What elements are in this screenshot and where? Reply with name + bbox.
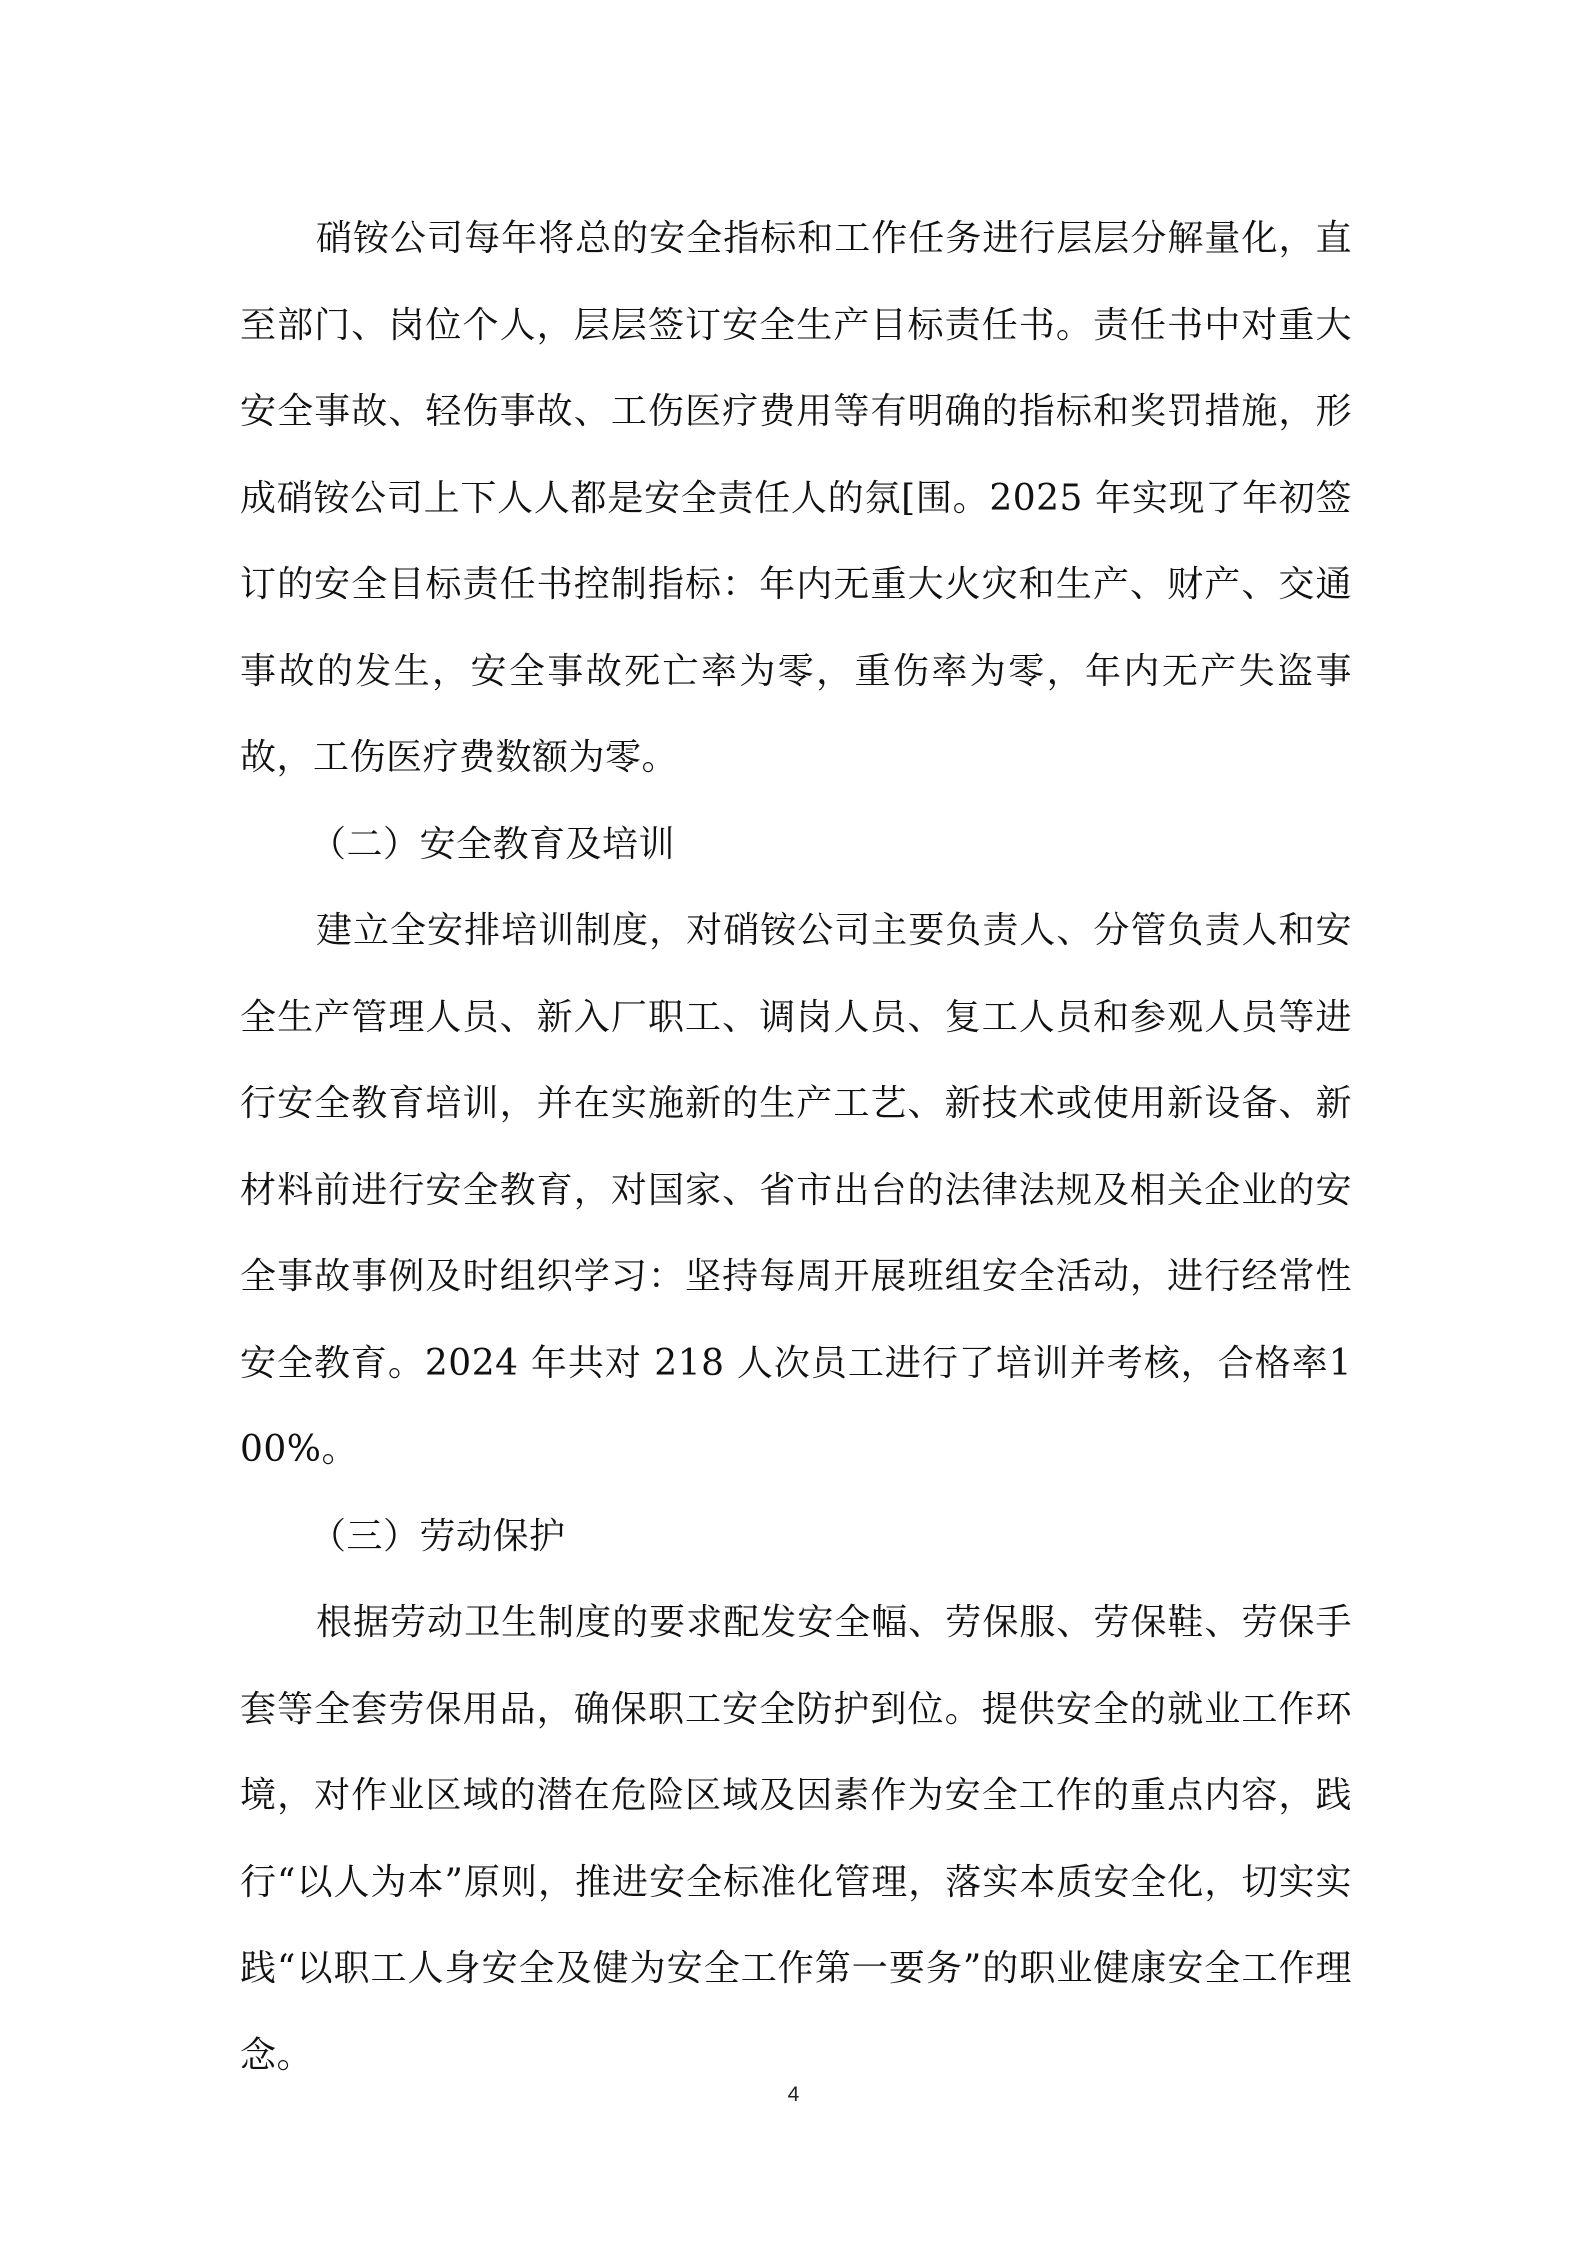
heading-labor-protection: （三）劳动保护 — [310, 1515, 566, 1557]
paragraph-labor-protection: 根据劳动卫生制度的要求配发安全幅、劳保服、劳保鞋、劳保手套等全套劳保用品，确保职工安全防护到位。提供安全的就业工作环境，对作业区域的潜在危险区域及因素作为安全工作的重点内容，践行“以人为本”原则，推进安全标准化管理，落实本质安全化，切实实践“以职工人身安全及健为安全工作第一要务”的职业健康安全工作理念。 — [240, 1602, 1352, 2076]
page-body — [240, 196, 1352, 2099]
paragraph-safety-targets: 硝铵公司每年将总的安全指标和工作任务进行层层分解量化，直至部门、岗位个人，层层签订安全生产目标责任书。责任书中对重大安全事故、轻伤事故、工伤医疗费用等有明确的指标和奖罚措施，形成硝铵公司上下人人都是安全责任人的氛[围。2025 年实现了年初签订的安全目标责任书控制指标：年内无重大火灾和生产、财产、交通事故的发生，安全事故死亡率为零，重伤率为零，年内无产失盗事故，工伤医疗费数额为零。 — [240, 218, 1352, 778]
paragraph-training: 建立全安排培训制度，对硝铵公司主要负责人、分管负责人和安全生产管理人员、新入厂职工、调岗人员、复工人员和参观人员等进行安全教育培训，并在实施新的生产工艺、新技术或使用新设备、新材料前进行安全教育，对国家、省市出台的法律法规及相关企业的安全事故事例及时组织学习：坚持每周开展班组安全活动，进行经常性安全教育。2024 年共对 218 人次员工进行了培训并考核，合格率100%。 — [240, 910, 1352, 1470]
page-number: 4 — [787, 2083, 800, 2106]
heading-safety-education: （二）安全教育及培训 — [310, 823, 676, 865]
